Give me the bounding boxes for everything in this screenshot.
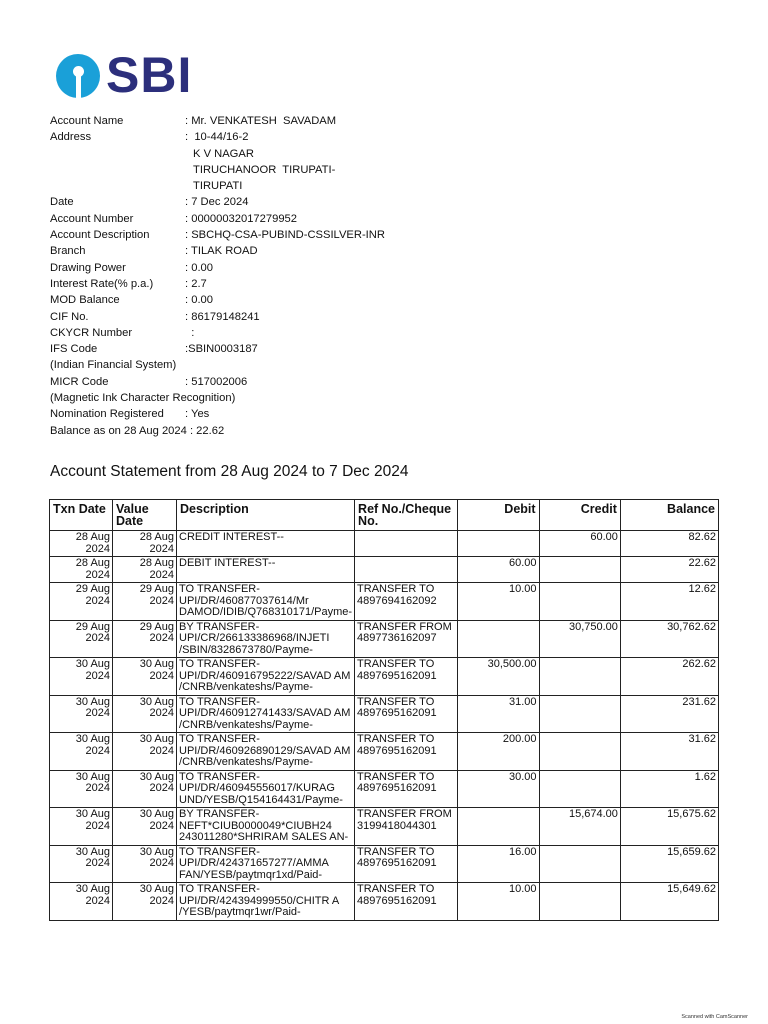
detail-value: : 2.7 xyxy=(185,277,207,290)
table-row xyxy=(50,658,719,696)
value-date-cell: 28 Aug 2024 xyxy=(113,531,177,557)
detail-label: Balance as on 28 Aug 2024 : 22.62 xyxy=(50,424,225,437)
credit-cell xyxy=(539,557,620,583)
detail-value: : 00000032017279952 xyxy=(185,212,297,225)
debit-cell xyxy=(458,808,539,846)
header-value-date: Value Date xyxy=(113,500,177,531)
detail-label: CIF No. xyxy=(50,310,89,323)
table-row xyxy=(50,620,719,658)
balance-cell: 15,675.62 xyxy=(620,808,718,846)
debit-cell: 10.00 xyxy=(458,583,539,621)
detail-value: : 86179148241 xyxy=(185,310,260,323)
detail-label: (Magnetic Ink Character Recognition) xyxy=(50,392,236,405)
table-row xyxy=(50,695,719,733)
credit-cell xyxy=(539,583,620,621)
value-date-cell: 29 Aug 2024 xyxy=(113,620,177,658)
description-cell: CREDIT INTEREST-- xyxy=(177,531,355,557)
detail-value: :SBIN0003187 xyxy=(185,343,258,356)
detail-label: Address xyxy=(50,131,92,144)
debit-cell xyxy=(458,620,539,658)
credit-cell xyxy=(539,770,620,808)
debit-cell: 200.00 xyxy=(458,733,539,771)
detail-value: : 7 Dec 2024 xyxy=(185,196,249,209)
detail-label: Drawing Power xyxy=(50,261,126,274)
table-row xyxy=(50,733,719,771)
detail-label: Branch xyxy=(50,245,86,258)
value-date-cell: 30 Aug 2024 xyxy=(113,808,177,846)
detail-value: : Mr. VENKATESH SAVADAM xyxy=(185,115,337,127)
credit-cell: 60.00 xyxy=(539,531,620,557)
detail-label: MICR Code xyxy=(50,375,109,388)
detail-value: : SBCHQ-CSA-PUBIND-CSSILVER-INR xyxy=(185,229,385,242)
debit-cell: 31.00 xyxy=(458,695,539,733)
description-cell: TO TRANSFER- UPI/DR/424394999550/CHITR A /YESB/paytmqr1wr/Paid- xyxy=(177,883,355,921)
txn-date-cell: 30 Aug 2024 xyxy=(50,883,113,921)
txn-date-cell: 30 Aug 2024 xyxy=(50,733,113,771)
ref-no-cell: TRANSFER TO 4897695162091 xyxy=(355,770,458,808)
header-ref-no: Ref No./Cheque No. xyxy=(355,500,458,531)
credit-cell xyxy=(539,658,620,696)
debit-cell: 16.00 xyxy=(458,845,539,883)
txn-date-cell: 28 Aug 2024 xyxy=(50,531,113,557)
table-row xyxy=(50,557,719,583)
ref-no-cell xyxy=(355,557,458,583)
credit-cell xyxy=(539,845,620,883)
table-row xyxy=(50,770,719,808)
detail-value: : Yes xyxy=(185,408,210,421)
detail-label: Account Name xyxy=(50,115,124,127)
txn-date-cell: 30 Aug 2024 xyxy=(50,695,113,733)
ref-no-cell: TRANSFER FROM 4897736162097 xyxy=(355,620,458,658)
balance-cell: 30,762.62 xyxy=(620,620,718,658)
credit-cell: 30,750.00 xyxy=(539,620,620,658)
detail-value: : 0.00 xyxy=(185,261,213,274)
value-date-cell: 30 Aug 2024 xyxy=(113,883,177,921)
detail-value: : 0.00 xyxy=(185,294,213,307)
sbi-keyhole-icon xyxy=(56,54,100,98)
detail-label: Nomination Registered xyxy=(50,408,164,421)
detail-label: IFS Code xyxy=(50,343,98,356)
value-date-cell: 30 Aug 2024 xyxy=(113,658,177,696)
value-date-cell: 28 Aug 2024 xyxy=(113,557,177,583)
detail-value: K V NAGAR xyxy=(193,147,254,160)
txn-date-cell: 30 Aug 2024 xyxy=(50,770,113,808)
ref-no-cell: TRANSFER TO 4897695162091 xyxy=(355,733,458,771)
detail-value: : TILAK ROAD xyxy=(185,245,258,258)
table-header-row xyxy=(50,500,719,531)
detail-label: Interest Rate(% p.a.) xyxy=(50,277,154,290)
description-cell: TO TRANSFER- UPI/DR/460945556017/KURAG UND/YESB/Q154164431/Payme- xyxy=(177,770,355,808)
description-cell: TO TRANSFER- UPI/DR/460912741433/SAVAD AM /CNRB/venkateshs/Payme- xyxy=(177,695,355,733)
header-txn-date: Txn Date xyxy=(50,500,113,531)
ref-no-cell xyxy=(355,531,458,557)
value-date-cell: 30 Aug 2024 xyxy=(113,733,177,771)
header-credit: Credit xyxy=(539,500,620,531)
debit-cell: 60.00 xyxy=(458,557,539,583)
value-date-cell: 29 Aug 2024 xyxy=(113,583,177,621)
value-date-cell: 30 Aug 2024 xyxy=(113,770,177,808)
txn-date-cell: 30 Aug 2024 xyxy=(50,808,113,846)
txn-date-cell: 29 Aug 2024 xyxy=(50,620,113,658)
debit-cell: 10.00 xyxy=(458,883,539,921)
description-cell: DEBIT INTEREST-- xyxy=(177,557,355,583)
detail-value: : xyxy=(185,326,195,339)
ref-no-cell: TRANSFER FROM 3199418044301 xyxy=(355,808,458,846)
credit-cell: 15,674.00 xyxy=(539,808,620,846)
detail-value: TIRUPATI xyxy=(193,180,243,193)
txn-date-cell: 29 Aug 2024 xyxy=(50,583,113,621)
logo-text: SBI xyxy=(106,47,193,103)
credit-cell xyxy=(539,695,620,733)
detail-label: (Indian Financial System) xyxy=(50,359,177,372)
description-cell: BY TRANSFER- UPI/CR/266133386968/INJETI /SBIN/8328673780/Payme- xyxy=(177,620,355,658)
table-row xyxy=(50,583,719,621)
transactions-table xyxy=(49,499,719,921)
balance-cell: 231.62 xyxy=(620,695,718,733)
description-cell: TO TRANSFER- UPI/DR/424371657277/AMMA FAN/YESB/paytmqr1xd/Paid- xyxy=(177,845,355,883)
ref-no-cell: TRANSFER TO 4897695162091 xyxy=(355,845,458,883)
statement-title: Account Statement from 28 Aug 2024 to 7 Dec 2024 xyxy=(50,463,409,480)
description-cell: TO TRANSFER- UPI/DR/460877037614/Mr DAMOD/IDIB/Q768310171/Payme- xyxy=(177,583,355,621)
credit-cell xyxy=(539,733,620,771)
balance-cell: 82.62 xyxy=(620,531,718,557)
table-row xyxy=(50,531,719,557)
txn-date-cell: 28 Aug 2024 xyxy=(50,557,113,583)
detail-label: CKYCR Number xyxy=(50,326,133,339)
header-debit: Debit xyxy=(458,500,539,531)
table-row xyxy=(50,845,719,883)
detail-label: Account Number xyxy=(50,212,134,225)
header-balance: Balance xyxy=(620,500,718,531)
balance-cell: 262.62 xyxy=(620,658,718,696)
balance-cell: 31.62 xyxy=(620,733,718,771)
description-cell: BY TRANSFER- NEFT*CIUB0000049*CIUBH24 243011280*SHRIRAM SALES AN- xyxy=(177,808,355,846)
detail-value: TIRUCHANOOR TIRUPATI- xyxy=(193,163,336,176)
table-row xyxy=(50,808,719,846)
balance-cell: 22.62 xyxy=(620,557,718,583)
value-date-cell: 30 Aug 2024 xyxy=(113,845,177,883)
header-description: Description xyxy=(177,500,355,531)
detail-label: Account Description xyxy=(50,229,150,242)
balance-cell: 12.62 xyxy=(620,583,718,621)
detail-label: MOD Balance xyxy=(50,294,120,307)
balance-cell: 15,659.62 xyxy=(620,845,718,883)
balance-cell: 15,649.62 xyxy=(620,883,718,921)
debit-cell: 30,500.00 xyxy=(458,658,539,696)
sbi-logo xyxy=(56,47,206,103)
scanner-watermark: Scanned with CamScanner xyxy=(681,1014,748,1020)
debit-cell: 30.00 xyxy=(458,770,539,808)
ref-no-cell: TRANSFER TO 4897694162092 xyxy=(355,583,458,621)
ref-no-cell: TRANSFER TO 4897695162091 xyxy=(355,658,458,696)
description-cell: TO TRANSFER- UPI/DR/460916795222/SAVAD AM /CNRB/venkateshs/Payme- xyxy=(177,658,355,696)
value-date-cell: 30 Aug 2024 xyxy=(113,695,177,733)
detail-label: Date xyxy=(50,196,74,209)
txn-date-cell: 30 Aug 2024 xyxy=(50,845,113,883)
balance-cell: 1.62 xyxy=(620,770,718,808)
txn-date-cell: 30 Aug 2024 xyxy=(50,658,113,696)
detail-value: : 517002006 xyxy=(185,375,248,388)
table-row xyxy=(50,883,719,921)
ref-no-cell: TRANSFER TO 4897695162091 xyxy=(355,695,458,733)
debit-cell xyxy=(458,531,539,557)
credit-cell xyxy=(539,883,620,921)
description-cell: TO TRANSFER- UPI/DR/460926890129/SAVAD AM /CNRB/venkateshs/Payme- xyxy=(177,733,355,771)
ref-no-cell: TRANSFER TO 4897695162091 xyxy=(355,883,458,921)
detail-value: : 10-44/16-2 xyxy=(185,131,249,144)
